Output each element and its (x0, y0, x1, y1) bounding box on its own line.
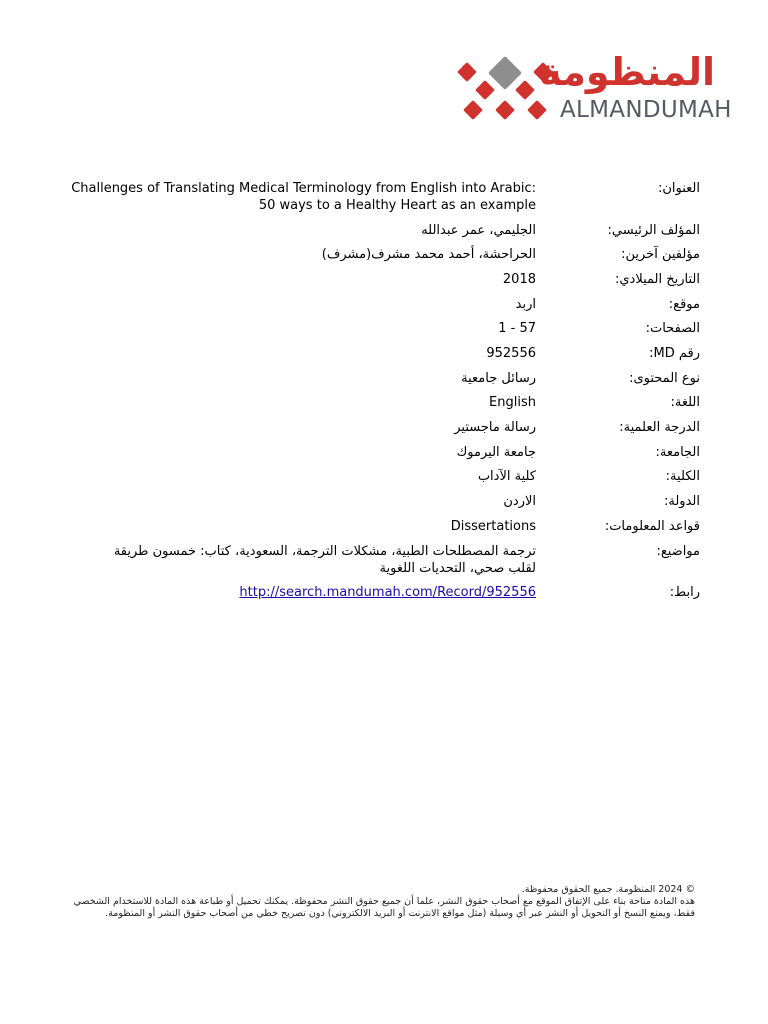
logo-red-diamond (475, 80, 495, 100)
record-label-faculty: الكلية: (665, 469, 700, 484)
record-value-line: 50 ways to a Healthy Heart as an example (258, 198, 536, 213)
copyright-footer (55, 884, 695, 920)
record-value-line: الحراحشة، أحمد محمد مشرف(مشرف) (321, 247, 536, 262)
record-value-line: Dissertations (450, 519, 536, 534)
copyright-notice: هذه المادة متاحة بناء على الإتفاق الموقع مع أصحاب حقوق النشر، علما أن جميع حقوق النشر محفوظة. يمكنك تحميل أو طباعة هذه المادة للاستخدام الشخصي فقط، ويمنع النسخ أو التحويل أو النشر عبر أي وسيلة (مثل مواقع الانترنت أو البريد الالكتروني) دون تصريح خطي من أصحاب حقوق النشر أو المنظومة. (73, 896, 695, 919)
record-label-content_type: نوع المحتوى: (629, 371, 700, 386)
logo-gray-diamond (488, 56, 522, 90)
record-value-md_number (66, 345, 536, 362)
record-value-line: ترجمة المصطلحات الطبية، مشكلات الترجمة، السعودية، كتاب: خمسون طريقة (113, 544, 536, 559)
record-value-line: الاردن (503, 494, 536, 509)
logo-red-diamond (463, 100, 483, 120)
record-label-subjects: مواضيع: (656, 544, 700, 559)
record-value-pages (66, 320, 536, 337)
record-value-faculty (66, 468, 536, 485)
record-label-md_number: رقم MD: (649, 346, 700, 361)
record-label-country: الدولة: (664, 494, 700, 509)
record-value-line: English (489, 395, 536, 410)
record-value-line: 2018 (502, 272, 536, 287)
record-value-link (66, 584, 536, 601)
record-value-language (66, 394, 536, 411)
logo-red-diamond (495, 100, 515, 120)
record-value-line: اربد (515, 297, 536, 312)
record-value-content_type (66, 370, 536, 387)
record-label-link: رابط: (669, 585, 700, 600)
record-value-line: جامعة اليرموك (456, 445, 536, 460)
record-link[interactable]: http://search.mandumah.com/Record/952556 (239, 585, 536, 600)
record-label-location: موقع: (668, 297, 700, 312)
copyright-line: © 2024 المنظومة. جميع الحقوق محفوظة. (521, 884, 695, 895)
record-label-title: العنوان: (657, 181, 700, 196)
record-value-line: لقلب صحي، التحديات اللغوية (379, 561, 536, 576)
record-value-degree (66, 419, 536, 436)
record-label-university: الجامعة: (655, 445, 700, 460)
logo-english-name: ALMANDUMAH (560, 97, 732, 123)
record-value-line: رسائل جامعية (461, 371, 536, 386)
record-label-other_authors: مؤلفين آخرين: (621, 247, 700, 262)
record-label-language: اللغة: (670, 395, 700, 410)
record-value-other_authors (66, 246, 536, 263)
record-value-line: Challenges of Translating Medical Terminology from English into Arabic: (71, 181, 536, 196)
record-value-location (66, 296, 536, 313)
record-label-year: التاريخ الميلادي: (615, 272, 700, 287)
record-value-subjects (66, 543, 536, 577)
record-value-university (66, 444, 536, 461)
record-value-line: 1 - 57 (498, 321, 536, 336)
record-label-pages: الصفحات: (645, 321, 700, 336)
logo-red-diamond (457, 62, 477, 82)
record-value-title (66, 180, 536, 214)
record-value-databases (66, 518, 536, 535)
record-value-line: 952556 (486, 346, 536, 361)
record-value-country (66, 493, 536, 510)
record-value-line: رسالة ماجستير (454, 420, 536, 435)
record-value-year (66, 271, 536, 288)
record-value-main_author (66, 222, 536, 239)
record-label-degree: الدرجة العلمية: (619, 420, 700, 435)
logo-red-diamond (515, 80, 535, 100)
record-value-line: الجليمي، عمر عبدالله (421, 223, 536, 238)
record-label-databases: قواعد المعلومات: (604, 519, 700, 534)
record-label-main_author: المؤلف الرئيسي: (607, 223, 700, 238)
logo-red-diamond (527, 100, 547, 120)
record-value-line: كلية الآداب (477, 469, 536, 484)
logo-arabic-name: المنظومة (539, 50, 715, 94)
almandumah-logo (455, 48, 732, 130)
